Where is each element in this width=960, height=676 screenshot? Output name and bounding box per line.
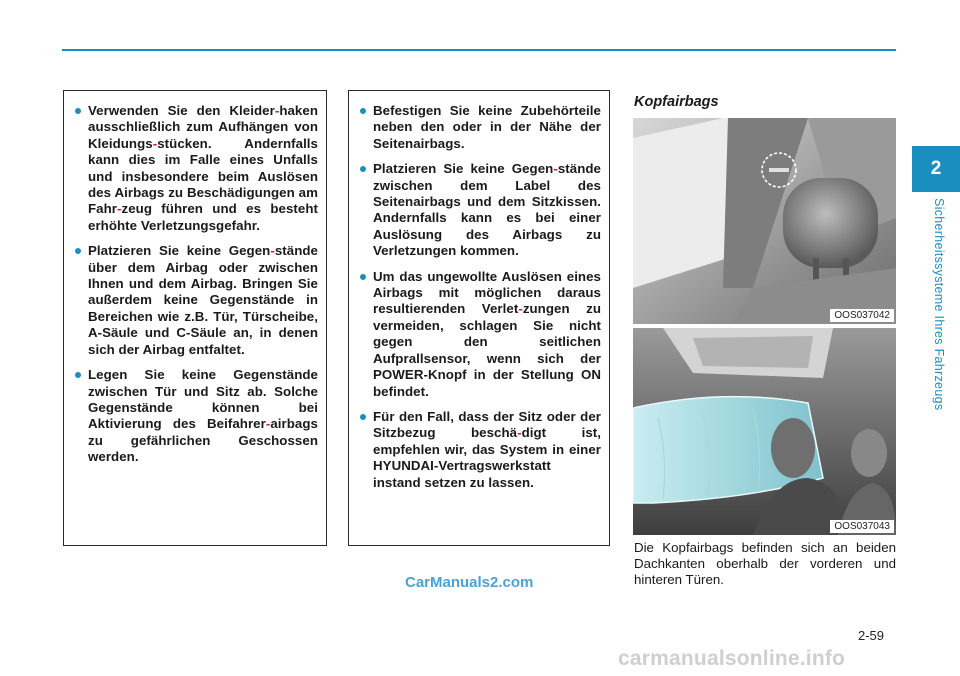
hyphen: - [518, 301, 523, 317]
warning-list-left [74, 103, 318, 466]
chapter-tab: 2 [912, 146, 960, 192]
text-run: airbags zu gefährlichen Geschossen werden. [88, 416, 318, 465]
hyphen: - [274, 103, 280, 118]
text-run: Für den Fall, dass der Sitz oder der Sitzbezug beschä [373, 408, 601, 441]
warning-item [74, 367, 318, 465]
section-title: Kopfairbags [634, 94, 719, 110]
text-run: Platzieren Sie keine Gegen [88, 243, 271, 259]
hyphen: - [152, 135, 158, 151]
warning-box-left [63, 90, 327, 546]
warning-item [359, 103, 601, 152]
hyphen: - [553, 161, 558, 177]
text-run: haken ausschließlich zum Aufhängen von Kleidungs [88, 103, 318, 151]
warning-item [359, 269, 601, 400]
warning-list-right [359, 103, 601, 491]
text-run: stücken. Andernfalls kann dies im Falle eines Unfalls und insbesondere beim Auslösen des Airbags zu Beschädigungen am Fahr [88, 135, 318, 217]
curtain-airbag-photo [633, 328, 896, 535]
text-run: stände zwischen dem Label des Seitenairbags und dem Sitzkissen. Andernfalls kann es bei einer Auslösung des Airbags zu Verletzungen kommen. [373, 161, 601, 259]
warning-box-right [348, 90, 610, 546]
brand-watermark[interactable]: CarManuals2.com [405, 574, 534, 591]
warning-item [359, 409, 601, 491]
site-watermark[interactable]: carmanualsonline.info [618, 647, 846, 670]
warning-item [359, 161, 601, 259]
chapter-title: Sicherheitssysteme Ihres Fahrzeugs [932, 198, 946, 411]
text-run: Platzieren Sie keine Gegen [373, 161, 554, 177]
header-rule [62, 49, 896, 51]
hyphen: - [270, 243, 275, 259]
text-run: digt ist, empfehlen wir, das System in einer HYUNDAI-Vertragswerkstatt instand setzen zu lassen. [373, 425, 601, 490]
warning-item [74, 103, 318, 234]
image-code-label: OOS037042 [830, 309, 894, 322]
hyphen: - [117, 201, 122, 217]
warning-item [74, 243, 318, 358]
page-number: 2-59 [858, 628, 885, 643]
text-run: Legen Sie keine Gegenstände zwischen Tür und Sitz ab. Solche Gegenstände können bei Aktivierung des Beifahrer [88, 367, 318, 432]
text-run: zeug führen und es besteht erhöhte Verletzungsgefahr. [88, 201, 318, 233]
image-code-label: OOS037043 [830, 520, 894, 533]
section-description: Die Kopfairbags befinden sich an beiden Dachkanten oberhalb der vorderen und hinteren Türen. [634, 540, 896, 587]
text-run: Befestigen Sie keine Zubehörteile neben den oder in der Nähe der Seitenairbags. [373, 103, 601, 151]
headrest-airbag-photo [633, 118, 896, 324]
text-run: Verwenden Sie den Kleider [88, 103, 275, 118]
text-run: Um das ungewollte Auslösen eines Airbags mit möglichen daraus resultierenden Verlet [373, 268, 601, 317]
text-run: zungen zu vermeiden, schlagen Sie nicht gegen den seitlichen Aufprallsensor, wenn sich der POWER-Knopf in der Stellung ON befindet. [373, 301, 601, 399]
hyphen: - [517, 425, 522, 441]
text-run: stände über dem Airbag oder zwischen Ihnen und dem Airbag. Bringen Sie außerdem keine Gegenstände in Bereichen wie z.B. Tür, Türscheibe, A-Säule und C-Säule an, in denen sich der Airbag entfaltet. [88, 243, 318, 357]
hyphen: - [265, 416, 271, 432]
